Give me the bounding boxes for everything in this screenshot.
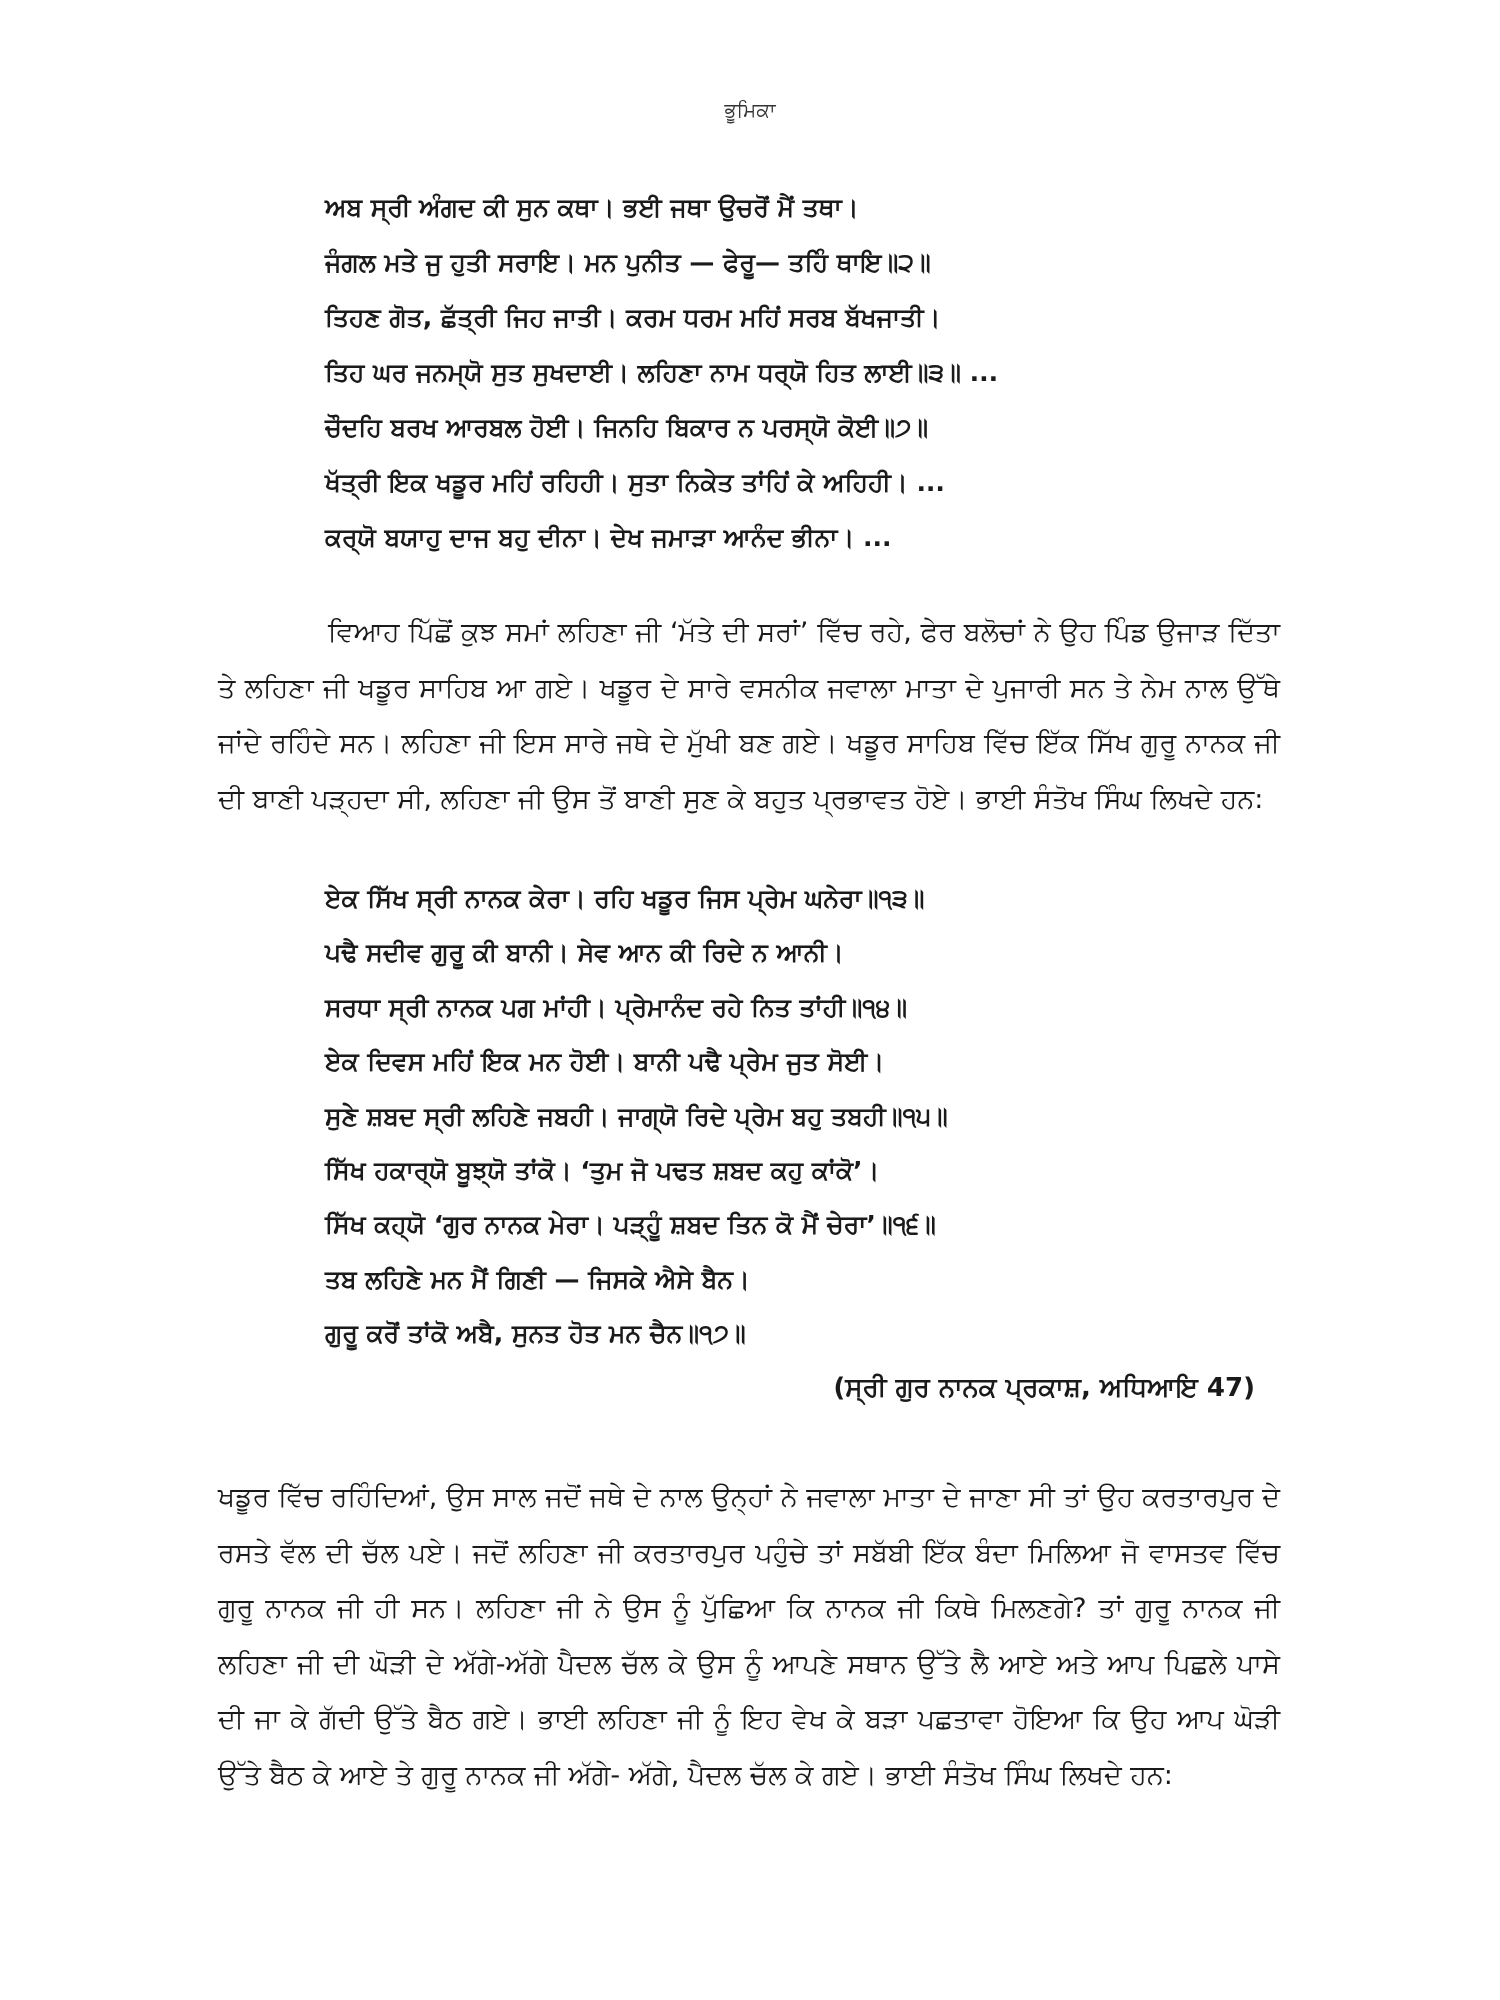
verse-line: ਤਿਹਣ ਗੋਤ, ਛੱਤ੍ਰੀ ਜਿਹ ਜਾਤੀ। ਕਰਮ ਧਰਮ ਮਹਿਂ ਸਰਬ ਬੱਖਜਾਤੀ। [325,303,941,332]
paragraph-line: ਪਿਛਲੇ ਪਾਸੇ ਦੀ ਜਾ ਕੇ ਗੱਦੀ ਉੱਤੇ ਬੈਠ ਗਏ। ਭਾਈ ਲਹਿਣਾ ਜੀ ਨੂੰ ਇਹ ਵੇਖ ਕੇ ਬੜਾ [218,1648,1280,1735]
verse-line: ਸੁਣੇ ਸ਼ਬਦ ਸ੍ਰੀ ਲਹਿਣੇ ਜਬਹੀ। ਜਾਗ੍ਯੋ ਰਿਦੇ ਪ੍ਰੇਮ ਬਹੁ ਤਬਹੀ॥੧੫॥ [325,1101,948,1131]
paragraph-line: ਘੋੜੀ ਦੇ ਅੱਗੇ-ਅੱਗੇ ਪੈਦਲ ਚੱਲ ਕੇ ਉਸ ਨੂੰ ਆਪਣੇ ਸਥਾਨ ਉੱਤੇ ਲੈ ਆਏ ਅਤੇ ਆਪ [369,1648,1155,1680]
paragraph-line: ਨੇ ਉਹ ਪਿੰਡ ਉਜਾੜ ਦਿੱਤਾ ਤੇ ਲਹਿਣਾ ਜੀ ਖਡੂਰ ਸਾਹਿਬ ਆ ਗਏ। ਖਡੂਰ ਦੇ ਸਾਰੇ ਵਸਨੀਕ [218,617,1280,704]
verse-line: ਕਰ੍ਯੋ ਬਯਾਹੁ ਦਾਜ ਬਹੁ ਦੀਨਾ। ਦੇਖ ਜਮਾੜਾ ਆਨੰਦ ਭੀਨਾ। ... [325,523,892,552]
paragraph-2 [218,1470,1280,1803]
verse-line: ਸਿੱਖ ਕਹ੍ਯੋ ‘ਗੁਰ ਨਾਨਕ ਮੇਰਾ। ਪੜ੍ਹੂੰ ਸ਼ਬਦ ਤਿਨ ਕੋ ਮੈਂ ਚੇਰਾ’॥੧੬॥ [325,1210,936,1240]
verse-line: ਤਬ ਲਹਿਣੇ ਮਨ ਮੈਂ ਗਿਣੀ — ਜਿਸਕੇ ਐਸੇ ਬੈਨ। [325,1264,750,1294]
paragraph-line: ਖਡੂਰ ਵਿੱਚ ਰਹਿੰਦਿਆਂ, ਉਸ ਸਾਲ ਜਦੋਂ ਜਥੇ ਦੇ ਨਾਲ ਉਨ੍ਹਾਂ ਨੇ ਜਵਾਲਾ ਮਾਤਾ ਦੇ ਜਾਣਾ ਸੀ [218,1482,1055,1513]
verse-line: ਸਰਧਾ ਸ੍ਰੀ ਨਾਨਕ ਪਗ ਮਾਂਹੀ। ਪ੍ਰੇਮਾਨੰਦ ਰਹੇ ਨਿਤ ਤਾਂਹੀ॥੧੪॥ [325,992,908,1022]
verse-line: ਏਕ ਦਿਵਸ ਮਹਿਂ ਇਕ ਮਨ ਹੋਈ। ਬਾਨੀ ਪਢੈ ਪ੍ਰੇਮ ਜੁਤ ਸੋਈ। [325,1047,885,1077]
paragraph-line: ਤਾਂ ਉਹ ਕਰਤਾਰਪੁਰ ਦੇ ਰਸਤੇ ਵੱਲ ਦੀ ਚੱਲ ਪਏ। ਜਦੋਂ ਲਹਿਣਾ ਜੀ ਕਰਤਾਰਪੁਰ ਪਹੁੰਚੇ [218,1482,1280,1569]
paragraph-line: ਅੱਗੇ, ਪੈਦਲ ਚੱਲ ਕੇ ਗਏ। ਭਾਈ ਸੰਤੋਖ ਸਿੰਘ ਲਿਖਦੇ ਹਨ: [628,1759,1173,1791]
paragraph-line: ਵਿਆਹ ਪਿੱਛੋਂ ਕੁਝ ਸਮਾਂ ਲਹਿਣਾ ਜੀ ‘ਮੱਤੇ ਦੀ ਸਰਾਂ’ ਵਿੱਚ ਰਹੇ, ਫੇਰ ਬਲੋਚਾਂ [328,617,1025,648]
verse-line: ਸਿੱਖ ਹਕਾਰ੍ਯੋ ਬੂਝ੍ਯੋ ਤਾਂਕੋ। ‘ਤੁਮ ਜੋ ਪਢਤ ਸ਼ਬਦ ਕਹੁ ਕਾਂਕੋ’। [325,1156,880,1186]
paragraph-1 [218,605,1280,827]
verse-block-2 [325,872,948,1362]
verse-line: ਤਿਹ ਘਰ ਜਨਮ੍ਯੋ ਸੁਤ ਸੁਖਦਾਈ। ਲਹਿਣਾ ਨਾਮ ਧਰ੍ਯੋ ਹਿਤ ਲਾਈ॥੩॥ ... [325,358,999,387]
paragraph-line: ਜਵਾਲਾ ਮਾਤਾ ਦੇ ਪੁਜਾਰੀ ਸਨ ਤੇ ਨੇਮ ਨਾਲ ਉੱਥੇ ਜਾਂਦੇ ਰਹਿੰਦੇ ਸਨ। ਲਹਿਣਾ ਜੀ ਇਸ ਸਾਰੇ [218,672,1281,759]
verse-line: ਜੰਗਲ ਮਤੇ ਜੁ ਹੁਤੀ ਸਰਾਇ। ਮਨ ਪੁਨੀਤ — ਫੇਰੂ— ਤਹਿੰ ਥਾਇ॥੨॥ [325,248,931,277]
verse-line: ਅਬ ਸ੍ਰੀ ਅੰਗਦ ਕੀ ਸੁਨ ਕਥਾ। ਭਈ ਜਥਾ ਉਚਰੋਂ ਮੈਂ ਤਥਾ। [325,193,859,222]
paragraph-line: ਜਥੇ ਦੇ ਮੁੱਖੀ ਬਣ ਗਏ। ਖਡੂਰ ਸਾਹਿਬ ਵਿੱਚ ਇੱਕ ਸਿੱਖ ਗੁਰੂ ਨਾਨਕ ਜੀ ਦੀ ਬਾਣੀ ਪੜ੍ਹਦਾ [218,728,1280,815]
verse-line: ਖੱਤ੍ਰੀ ਇਕ ਖਡੂਰ ਮਹਿਂ ਰਹਿਹੀ। ਸੁਤਾ ਨਿਕੇਤ ਤਾਂਹਿਂ ਕੇ ਅਹਿਹੀ। ... [325,468,945,497]
citation: (ਸ੍ਰੀ ਗੁਰ ਨਾਨਕ ਪ੍ਰਕਾਸ਼, ਅਧਿਆਇ 47) [833,1373,1255,1403]
paragraph-line: ਸੀ, ਲਹਿਣਾ ਜੀ ਉਸ ਤੋਂ ਬਾਣੀ ਸੁਣ ਕੇ ਬਹੁਤ ਪ੍ਰਭਾਵਤ ਹੋਏ। ਭਾਈ ਸੰਤੋਖ ਸਿੰਘ ਲਿਖਦੇ ਹਨ: [397,783,1264,815]
paragraph-line: ਪਛਤਾਵਾ ਹੋਇਆ ਕਿ ਉਹ ਆਪ ਘੋੜੀ ਉੱਤੇ ਬੈਠ ਕੇ ਆਏ ਤੇ ਗੁਰੂ ਨਾਨਕ ਜੀ ਅੱਗੇ- [218,1704,1280,1791]
verse-line: ਪਢੈ ਸਦੀਵ ਗੁਰੂ ਕੀ ਬਾਨੀ। ਸੇਵ ਆਨ ਕੀ ਰਿਦੇ ਨ ਆਨੀ। [325,938,844,968]
verse-block-1 [325,180,998,565]
paragraph-line: ਨੇ ਉਸ ਨੂੰ ਪੁੱਛਿਆ ਕਿ ਨਾਨਕ ਜੀ ਕਿਥੇ ਮਿਲਣਗੇ? ਤਾਂ ਗੁਰੂ ਨਾਨਕ ਜੀ ਲਹਿਣਾ ਜੀ ਦੀ [218,1593,1280,1680]
paragraph-line: ਤਾਂ ਸਬੱਬੀ ਇੱਕ ਬੰਦਾ ਮਿਲਿਆ ਜੋ ਵਾਸਤਵ ਵਿੱਚ ਗੁਰੂ ਨਾਨਕ ਜੀ ਹੀ ਸਨ। ਲਹਿਣਾ ਜੀ [218,1537,1280,1624]
verse-line: ਚੌਦਹਿ ਬਰਖ ਆਰਬਲ ਹੋਈ। ਜਿਨਹਿ ਬਿਕਾਰ ਨ ਪਰਸ੍ਯੋ ਕੋਈ॥੭॥ [325,413,929,442]
verse-line: ਏਕ ਸਿੱਖ ਸ੍ਰੀ ਨਾਨਕ ਕੇਰਾ। ਰਹਿ ਖਡੂਰ ਜਿਸ ਪ੍ਰੇਮ ਘਨੇਰਾ॥੧੩॥ [325,884,925,913]
verse-line: ਗੁਰੂ ਕਰੋਂ ਤਾਂਕੋ ਅਬੈ, ਸੁਨਤ ਹੋਤ ਮਨ ਚੈਨ॥੧੭॥ [325,1319,746,1349]
running-header: ਭੂਮਿਕਾ [724,98,776,122]
